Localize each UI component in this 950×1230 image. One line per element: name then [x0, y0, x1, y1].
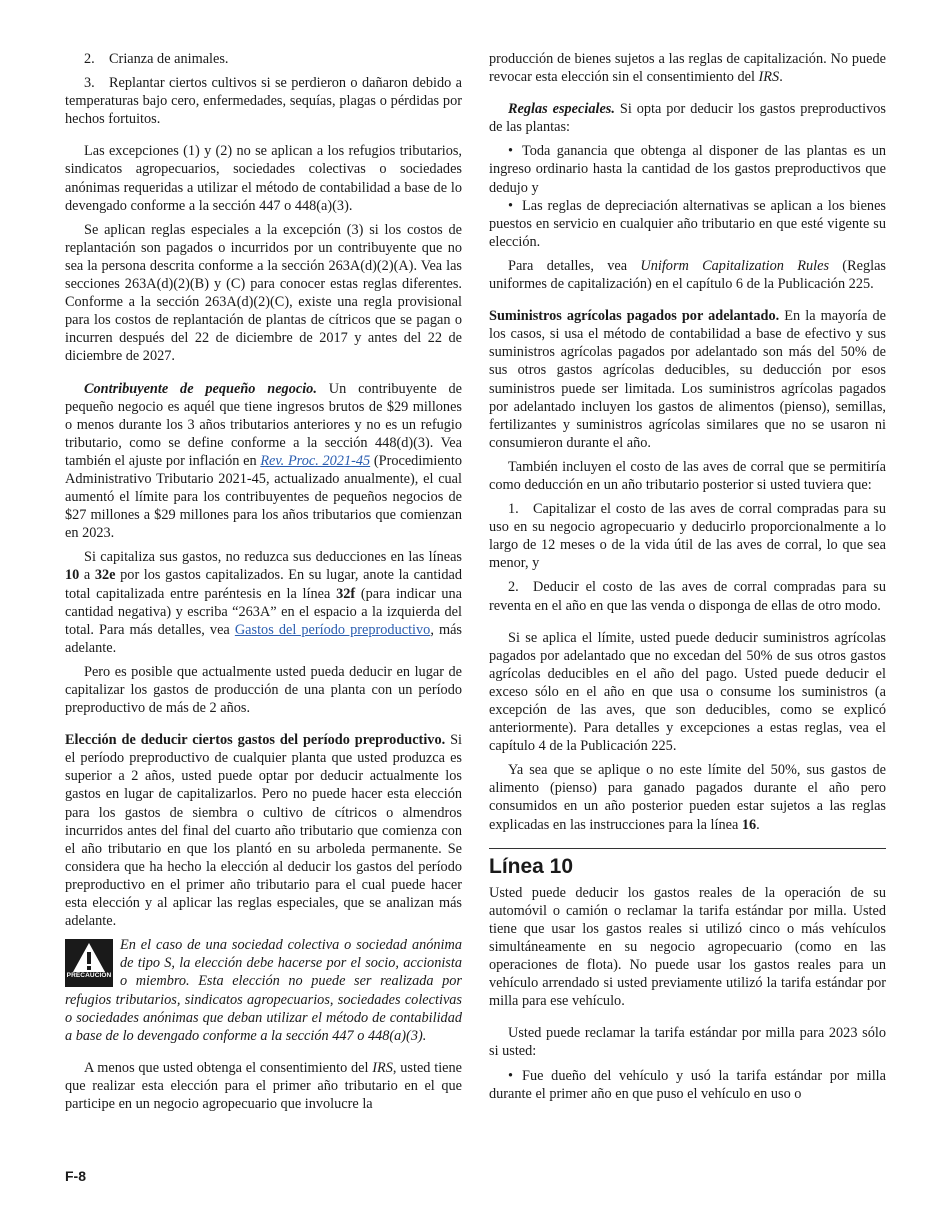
paragraph-limit: Si se aplica el límite, usted puede deducir suministros agrícolas pagados por adelantado que no excedan del 50% de sus otros gastos agrícolas deducibles en el año del pago. Usted puede deducir el exceso sólo en el año en que usa o consume los suministros (a excepción de las aves, que son deducibles, como se explicó anteriormente). Para detalles y excepciones a estas reglas, vea el capítulo 4 de la Publicación 225. — [489, 629, 886, 755]
section-heading-line-10: Línea 10 — [489, 854, 574, 878]
caution-text: En el caso de una sociedad colectiva o sociedad anónima de tipo S, la elección debe hacerse por el socio, accionista o miembro. Esta elección no puede ser realizada por refugios tributarios, sindicatos agropecuarios, sociedades colectivas o sociedades anónimas que deban utilizar el método de contabilidad a base de lo devengado conforme a la sección 447 o 448(a)(3). — [65, 937, 462, 1044]
bullet-icon: • — [508, 143, 514, 160]
paragraph-special-rules: Se aplican reglas especiales a la excepción (3) si los costos de replantación son pagados o incurridos por un contribuyente que no sea la persona descrita conforme a la sección 263A(d)(2)(A). Vea las secciones 263A(d)(2)(B) y (C) para conocer estas reglas diferentes. Conforme a la sección 263A(d)(2)(C), existe una regla provisional para los costos de replantación de plantas de cítricos que se pagan o incurren después del 22 de diciembre de 2017 y antes del 22 de diciembre de 2027. — [65, 221, 462, 365]
bullet-item: • Fue dueño del vehículo y usó la tarifa estándar por milla durante el primer año en que puso el vehículo en uso o — [489, 1067, 886, 1102]
bullet-icon: • — [508, 197, 514, 214]
bullet-item: • Toda ganancia que obtenga al disponer de las plantas es un ingreso ordinario hasta la cantidad de los gastos preproductivos que dedujo y — [489, 143, 886, 196]
election-heading: Elección de deducir ciertos gastos del período preproductivo. — [65, 732, 446, 749]
paragraph-small-business: Contribuyente de pequeño negocio. Un contribuyente de pequeño negocio es aquél que tiene ingresos brutos de $29 millones o menos durante los 3 años tributarios anteriores y no es un refugio tributario, como se define conforme a la sección 448(d)(3). Vea también el ajuste por inflación en Rev. Proc. 2021-45 (Procedimiento Administrativo Tributario 2021-45, actualizado anualmente), el cual aumentó el límite para los contribuyentes de pequeños negocios de $27 millones a $29 millones para los años tributarios que comienzan en 2023. — [65, 380, 463, 542]
special-rules-heading: Reglas especiales. — [508, 101, 615, 118]
numbered-item-1: 1. Capitalizar el costo de las aves de corral compradas para su uso en su negocio agropecuario y deducirlo proporcionalmente a lo largo de 12 meses o de la vida útil de las aves de corral, lo que sea menor, y — [489, 501, 886, 572]
small-business-heading: Contribuyente de pequeño negocio. — [84, 380, 317, 397]
paragraph-poultry: También incluyen el costo de las aves de corral que se permitiría como deducción en un año tributario posterior si usted tuviera que: — [489, 458, 886, 493]
bullet-icon: • — [508, 1067, 514, 1084]
preproductive-expenses-link[interactable]: Gastos del período preproductivo — [234, 621, 431, 638]
list-item-2: 2. Crianza de animales. — [84, 51, 229, 67]
paragraph-however: Pero es posible que actualmente usted pueda deducir en lugar de capitalizar los gastos de producción de una planta con un período preproductivo de más de 2 años. — [65, 663, 462, 717]
paragraph-line10-intro: Usted puede deducir los gastos reales de la operación de su automóvil o camión o reclamar la tarifa estándar por milla. Usted tiene que usar los gastos reales si utilizó cinco o más vehículos simultáneamente en su negocio agropecuario (como en las operaciones de flota). No puede usar los gastos reales para un vehículo arrendado si usted previamente utilizó la tarifa estándar por milla para ese vehículo. — [489, 884, 886, 1010]
list-item-3: 3. Replantar ciertos cultivos si se perdieron o dañaron debido a temperaturas bajo cero, enfermedades, sequías, plagas o pérdidas por hechos fortuitos. — [65, 75, 462, 128]
paragraph-line10-standard-rate: Usted puede reclamar la tarifa estándar por milla para 2023 sólo si usted: — [489, 1025, 886, 1060]
section-divider — [489, 848, 886, 849]
caution-label: PRECAUCIÓN — [66, 972, 112, 980]
paragraph-election: Elección de deducir ciertos gastos del período preproductivo. Si el período preproductivo de cualquier planta que usted produzca es superior a 2 años, usted puede optar por deducir actualmente los gastos en lugar de capitalizarlos. Pero no puede hacer esta elección para los gastos de siembra o cultivo de cítricos o almendros incurridos antes del final del cuarto año tributario que comienza con el año tributario en que los plantó en su arboleda permanente. Se considera que ha hecho la elección al deducir los gastos del período preproductivo en el primer año tributario para el cual puede hacer esta elección y al aplicar las reglas especiales, que se analizan más adelante. — [65, 732, 462, 930]
caution-icon — [65, 939, 113, 987]
left-column — [65, 50, 462, 1119]
rev-proc-link[interactable]: Rev. Proc. 2021-45 — [260, 452, 371, 469]
bullet-item: • Las reglas de depreciación alternativas se aplican a los bienes puestos en servicio en cualquier año tributario en que esté vigente su elección. — [489, 197, 886, 250]
paragraph-continued: producción de bienes sujetos a las reglas de capitalización. No puede revocar esta elección sin el consentimiento del IRS. — [489, 51, 886, 86]
right-column — [489, 50, 886, 1103]
paragraph-details: Para detalles, vea Uniform Capitalization Rules (Reglas uniformes de capitalización) en el capítulo 6 de la Publicación 225. — [489, 257, 886, 293]
numbered-item-2: 2. Deducir el costo de las aves de corral compradas para su reventa en el año en que las venda o disponga de ellas de otro modo. — [489, 579, 886, 614]
paragraph-prepaid-supplies: Suministros agrícolas pagados por adelantado. En la mayoría de los casos, si usa el método de contabilidad a base de efectivo y sus suministros agrícolas pagados por adelantado son más del 50% de sus otros gastos agrícolas deducibles, su deducción por esos suministros puede ser limitada. Los suministros agrícolas pagados por adelantado incluyen los gastos de alimentos (pienso), semillas, fertilizantes y suministros agrícolas similares que no se usaron ni consumieron durante el año. — [489, 308, 886, 451]
paragraph-special-rules-plants: Reglas especiales. Si opta por deducir los gastos preproductivos de las plantas: — [489, 101, 886, 136]
page-number: F-8 — [65, 1168, 86, 1184]
prepaid-supplies-heading: Suministros agrícolas pagados por adelantado. — [489, 308, 780, 325]
paragraph-capitalize: Si capitaliza sus gastos, no reduzca sus deducciones en las líneas 10 a 32e por los gastos capitalizados. En su lugar, anote la cantidad total capitalizada entre paréntesis en la línea 32f (para indicar una cantidad negativa) y escriba “263A” en el espacio a la izquierda del total. Para más detalles, vea Gastos del período preproductivo, más adelante. — [65, 549, 463, 656]
paragraph-feed: Ya sea que se aplique o no este límite del 50%, sus gastos de alimento (pienso) para ganado pagados durante el año pero consumidos en un año posterior pueden estar sujetos a las reglas explicadas en las instrucciones para la línea 16. — [489, 762, 886, 833]
caution-note — [65, 936, 462, 1045]
paragraph-exceptions: Las excepciones (1) y (2) no se aplican a los refugios tributarios, sindicatos agropecuarios, sociedades colectivas o sociedades anónimas requeridas a utilizar el método de contabilidad a base de lo devengado conforme a la sección 447 o 448(a)(3). — [65, 143, 462, 214]
paragraph-consent: A menos que usted obtenga el consentimiento del IRS, usted tiene que realizar esta elección para el primer año tributario en el que participe en un negocio agropecuario que involucre la — [65, 1059, 463, 1112]
